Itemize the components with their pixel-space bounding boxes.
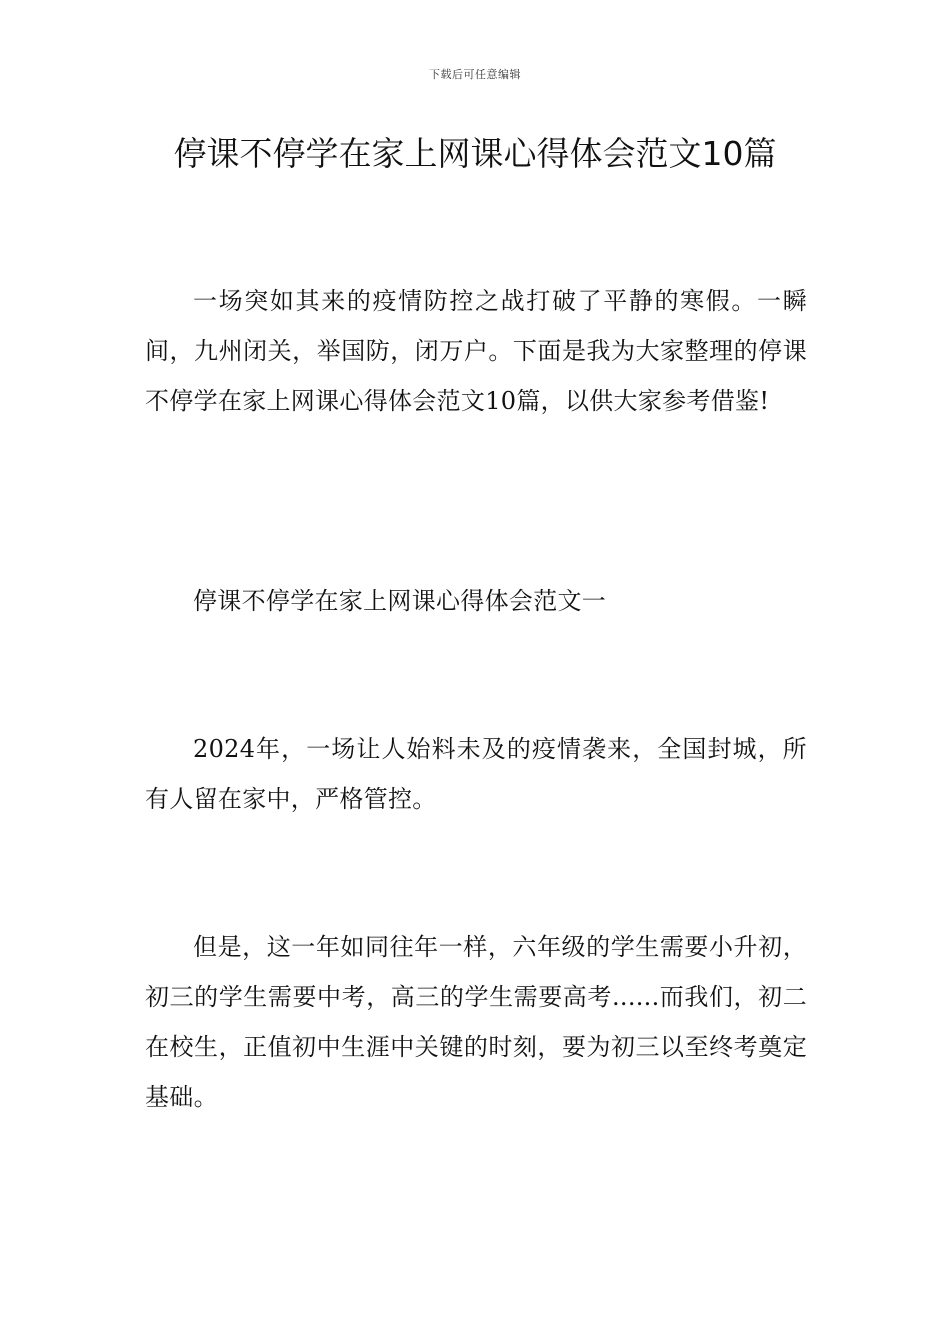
body-paragraph: 2024年，一场让人始料未及的疫情袭来，全国封城，所有人留在家中，严格管控。: [145, 735, 807, 813]
intro-paragraph: 一场突如其来的疫情防控之战打破了平静的寒假。一瞬间，九州闭关，举国防，闭万户。下面是我为大家整理的停课不停学在家上网课心得体会范文10篇，以供大家参考借鉴!: [145, 287, 807, 415]
body-paragraph: 但是，这一年如同往年一样，六年级的学生需要小升初，初三的学生需要中考，高三的学生需要高考......而我们，初二在校生，正值初中生涯中关键的时刻，要为初三以至终考奠定基础。: [145, 933, 807, 1111]
document-title: 停课不停学在家上网课心得体会范文10篇: [173, 134, 777, 173]
section-heading: 停课不停学在家上网课心得体会范文一: [193, 587, 607, 615]
header-note: 下载后可任意编辑: [429, 68, 521, 81]
